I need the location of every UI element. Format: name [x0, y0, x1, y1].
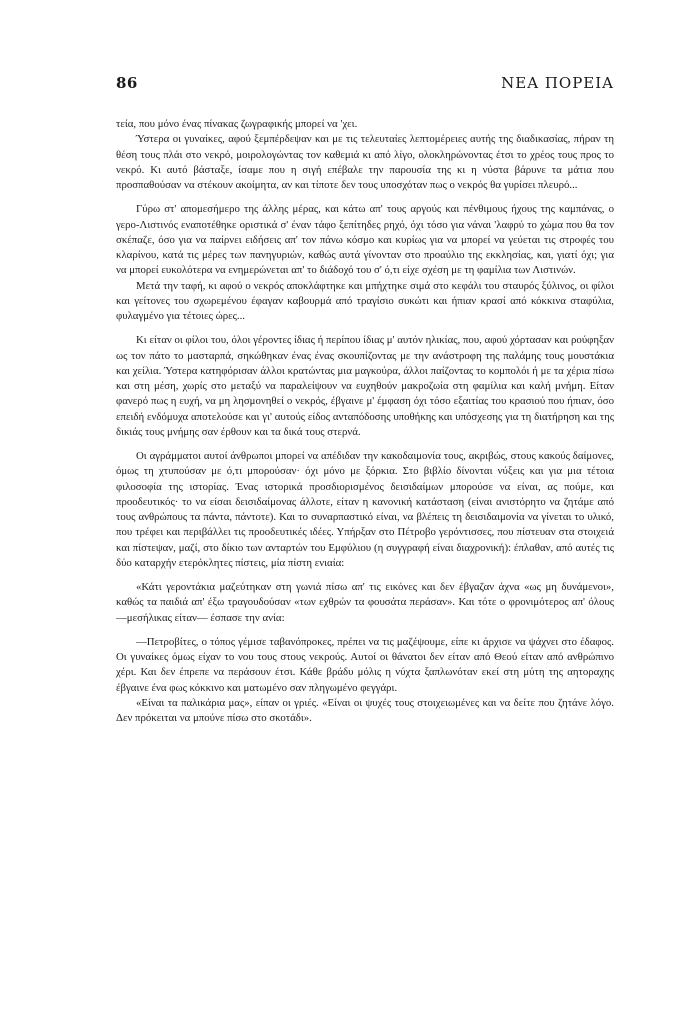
- paragraph: «Κάτι γεροντάκια μαζεύτηκαν στη γωνιά πίσω απ' τις εικόνες και δεν έβγαζαν άχνα «ως μη δυνάμενοι», καθώς τα παιδιά απ' έξω τραγουδούσαν «των εχθρών τα φουσάτα περάσαν». Και τότε ο φρονιμότερος απ' όλους —μεσήλικας είταν— έσπασε την ανία:: [116, 581, 614, 624]
- paragraph: Κι είταν οι φίλοι του, όλοι γέροντες ίδιας ή περίπου ίδιας μ' αυτόν ηλικίας, που, αφού χόρτασαν και ρούφηξαν ως τον πάτο το μασταρπά, σηκώθηκαν ένας ένας σκουπίζοντας με την ανάστροφη της παλάμης τους μουστάκια και χείλια. Ύστερα κατηφόρισαν άλλοι κρατώντας μια μαγκούρα, άλλοι παίζοντας το κομπολόι ή με τα χέρια πίσω και στη μέση, χωρίς στο μεταξύ να παραλείψουν να ευχηθούν μακροζωία στη φαμίλια και καλή μνήμη. Είταν φανερό πως η ευχή, να μη λησμονηθεί ο νεκρός, έβγαινε μ' έμφαση όχι τόσο εξαιτίας του κρασιού που ήπιαν, όσο επειδή ενδόμυχα αποτελούσε και γι' αυτούς είδος ανταπόδοσης υποθήκης και υπόσχεσης για τη διατήρηση και της δικιάς τους μνήμης σαν έρθουν και τα δικά τους στερνά.: [116, 334, 614, 438]
- paragraph: τεία, που μόνο ένας πίνακας ζωγραφικής μπορεί να 'χει.: [116, 118, 358, 130]
- page-header: [116, 74, 614, 96]
- paragraph: Ύστερα οι γυναίκες, αφού ξεμπέρδεψαν και με τις τελευταίες λεπτομέρειες αυτής της διαδικασίας, πήραν τη θέση τους πλάι στο νεκρό, μοιρολογώντας τον καθεμιά κι από λίγο, ολοκληρώνοντας έτσι το χρέος τους προς το νεκρό. Κι αυτό βάσταξε, ίσαμε που η σιγή επέβαλε την παρουσία της κι η νύστα βάρυνε τα μάτια που προσπαθούσαν να στέκουν ακοίμητα, αν και τίποτε δεν τους υποσχόταν πως ο νεκρός θα γυρίσει πλευρό...: [116, 133, 614, 191]
- paragraph: Γύρω στ' απομεσήμερο της άλλης μέρας, και κάτω απ' τους αργούς και πένθιμους ήχους της καμπάνας, ο γερο-Λιστινός εναποτέθηκε οριστικά σ' έναν τάφο ξεπίτηδες ρηχό, όχι τόσο για νάναι 'λαφρύ το χώμα που θα τον σκέπαζε, όσο για να παίρνει ειδήσεις απ' τον πάνω κόσμο και κυρίως για να μπορεί να γεύεται τις στροφές του κλαρίνου, κατά τις μέρες των πανηγυριών, καθώς αυτά γίνονταν στο προαύλιο της εκκλησίας, και, γιατί όχι; για να μπορεί ευκολότερα να ενημερώνεται απ' το διάδοχό του σ' ό,τι είχε σχέση με τη φαμίλια των Λιστινών.: [116, 203, 614, 277]
- page-number: 86: [116, 74, 138, 92]
- paragraph: Μετά την ταφή, κι αφού ο νεκρός αποκλάφτηκε και μπήχτηκε σιμά στο κεφάλι του σταυρός ξύλινος, οι φίλοι και γείτονες του σχωρεμένου έφαγαν καβουρμά από τραγίσιο συκώτι και ήπιαν κρασί από κόκκινα σταφύλια, φυλαγμένο για τέτοιες ώρες...: [116, 279, 614, 322]
- running-head: ΝΕΑ ΠΟΡΕΙΑ: [501, 74, 614, 92]
- body-text: [116, 117, 614, 726]
- document-page: [116, 0, 614, 1024]
- paragraph: Οι αγράμματοι αυτοί άνθρωποι μπορεί να απέδιδαν την κακοδαιμονία τους, ακριβώς, στους κακούς δαίμονες, όμως τη χτυπούσαν με ό,τι μπορούσαν· όχι μόνο με ξόρκια. Στο βιβλίο δίνονται νύξεις και για μια τέτοια φιλοσοφία της ιστορίας. Ένας ιστορικά προσδιορισμένος δεισιδαίμων μπορούσε να είναι, ας πούμε, και προοδευτικός· το να είσαι δεισιδαίμονας άλλοτε, είταν η κανονική κατάσταση (είναι ανιστόρητο να ζητάμε από τους ανθρώπους τα πάντα, πάντοτε). Και το συναρπαστικό είναι, να βλέπεις τη δεισιδαιμονία να γίνεται το υλικό, που τρέφει και περιβάλλει τις προοδευτικές ιδέες. Υπήρξαν στο Πέτροβο γερόντισσες, που πίστευαν στα στοιχειά και πίστεψαν, μαζί, στο δίκιο των ανταρτών του Εμφύλιου (η συγγραφή είναι διαχρονική): έπλαθαν, από αυτές τις δύο καταρχήν ετερόκλητες πίστεις, μία πίστη ενιαία:: [116, 450, 614, 569]
- paragraph: —Πετροβίτες, ο τόπος γέμισε ταβανόπροκες, πρέπει να τις μαζέψουμε, είπε κι άρχισε να ψάχνει στο έδαφος. Οι γυναίκες όμως είχαν το νου τους στους νεκρούς. Αυτοί οι θάνατοι δεν είταν από Θεού είταν από ανθρώπινο χέρι. Και δεν έπρεπε να περάσουν έτσι. Κάθε βράδυ μόλις η νύχτα ξαπλωνόταν εκεί στη μύτη της αητοραχης έβγαινε ένα φως κόκκινο και ματωμένο σαν πληγωμένο φεγγάρι.: [116, 635, 614, 694]
- paragraph: «Είναι τα παλικάρια μας», είπαν οι γριές. «Είναι οι ψυχές τους στοιχειωμένες και να δείτε που ζητάνε λόγο. Δεν πρόκειται να μπούνε πίσω στο σκοτάδι».: [116, 696, 614, 724]
